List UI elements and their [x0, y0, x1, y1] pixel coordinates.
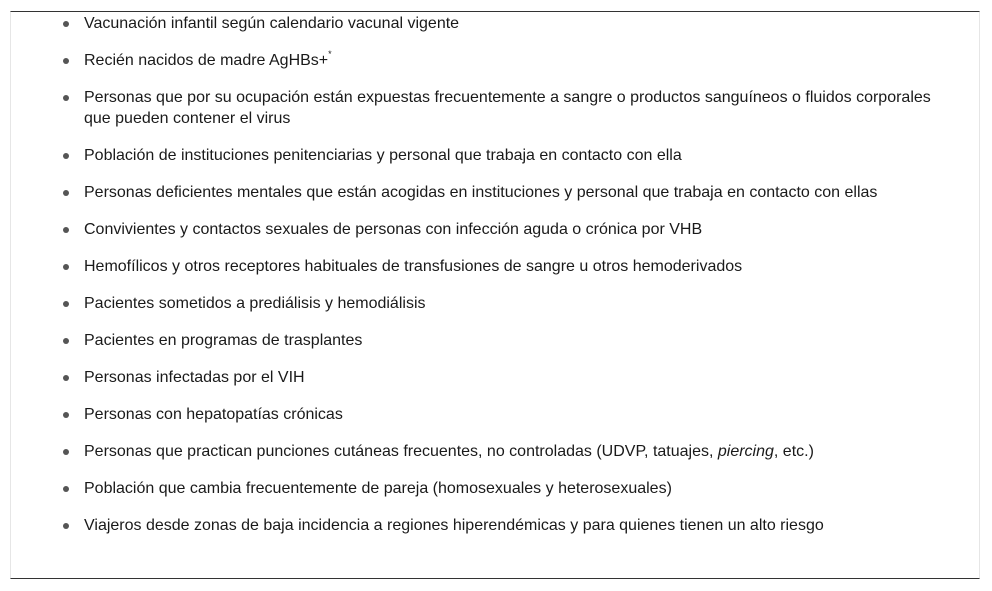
list-item-text: Personas deficientes mentales que están acogidas en instituciones y personal que trabaja en contacto con ellas: [84, 184, 878, 201]
footnote-marker: *: [328, 48, 332, 59]
list-item-text: Pacientes sometidos a prediálisis y hemodiálisis: [84, 295, 426, 312]
bullet-icon: [63, 375, 69, 381]
list-item-text: Viajeros desde zonas de baja incidencia a regiones hiperendémicas y para quienes tienen un alto riesgo: [84, 517, 824, 534]
list-item-italic-term: piercing: [717, 443, 774, 460]
list-item: [11, 145, 979, 166]
list-item: [11, 404, 979, 425]
bullet-icon: [63, 227, 69, 233]
list-item-text: Personas con hepatopatías crónicas: [84, 406, 343, 423]
list-item-text: Convivientes y contactos sexuales de personas con infección aguda o crónica por VHB: [84, 221, 703, 238]
list-item-text-start: Personas que practican punciones cutáneas frecuentes, no controladas (UDVP, tatuajes,: [84, 443, 718, 460]
list-item: [11, 87, 979, 129]
list-item-text: Hemofílicos y otros receptores habituales de transfusiones de sangre u otros hemoderivados: [84, 258, 743, 275]
list-item: [11, 293, 979, 314]
list-item: [11, 13, 979, 34]
list-item-text-end: , etc.): [773, 443, 814, 460]
list-item: [11, 515, 979, 536]
list-item: [11, 330, 979, 351]
list-item: [11, 256, 979, 277]
list-item-text: Personas que por su ocupación están expuestas frecuentemente a sangre o productos sanguíneos o fluidos corporales que pueden contener el virus: [84, 89, 931, 127]
list-item: [11, 478, 979, 499]
bullet-icon: [63, 264, 69, 270]
list-item-text: Población de instituciones penitenciarias y personal que trabaja en contacto con ella: [84, 147, 682, 164]
bullet-icon: [63, 190, 69, 196]
list-item: [11, 219, 979, 240]
content-panel: [10, 11, 980, 579]
list-item-text: Población que cambia frecuentemente de pareja (homosexuales y heterosexuales): [84, 480, 672, 497]
list-item-text: Recién nacidos de madre AgHBs+: [84, 52, 329, 69]
list-item: [11, 441, 979, 462]
bullet-icon: [63, 58, 69, 64]
bullet-icon: [63, 449, 69, 455]
bullet-icon: [63, 486, 69, 492]
indications-list: [11, 12, 979, 536]
bullet-icon: [63, 301, 69, 307]
bullet-icon: [63, 153, 69, 159]
bullet-icon: [63, 412, 69, 418]
bullet-icon: [63, 21, 69, 27]
bullet-icon: [63, 523, 69, 529]
list-item-text: Personas infectadas por el VIH: [84, 369, 305, 386]
list-item-text: Vacunación infantil según calendario vacunal vigente: [84, 15, 460, 32]
list-item: [11, 50, 979, 71]
bullet-icon: [63, 95, 69, 101]
list-item-text: Pacientes en programas de trasplantes: [84, 332, 363, 349]
bullet-icon: [63, 338, 69, 344]
list-item: [11, 182, 979, 203]
list-item: [11, 367, 979, 388]
